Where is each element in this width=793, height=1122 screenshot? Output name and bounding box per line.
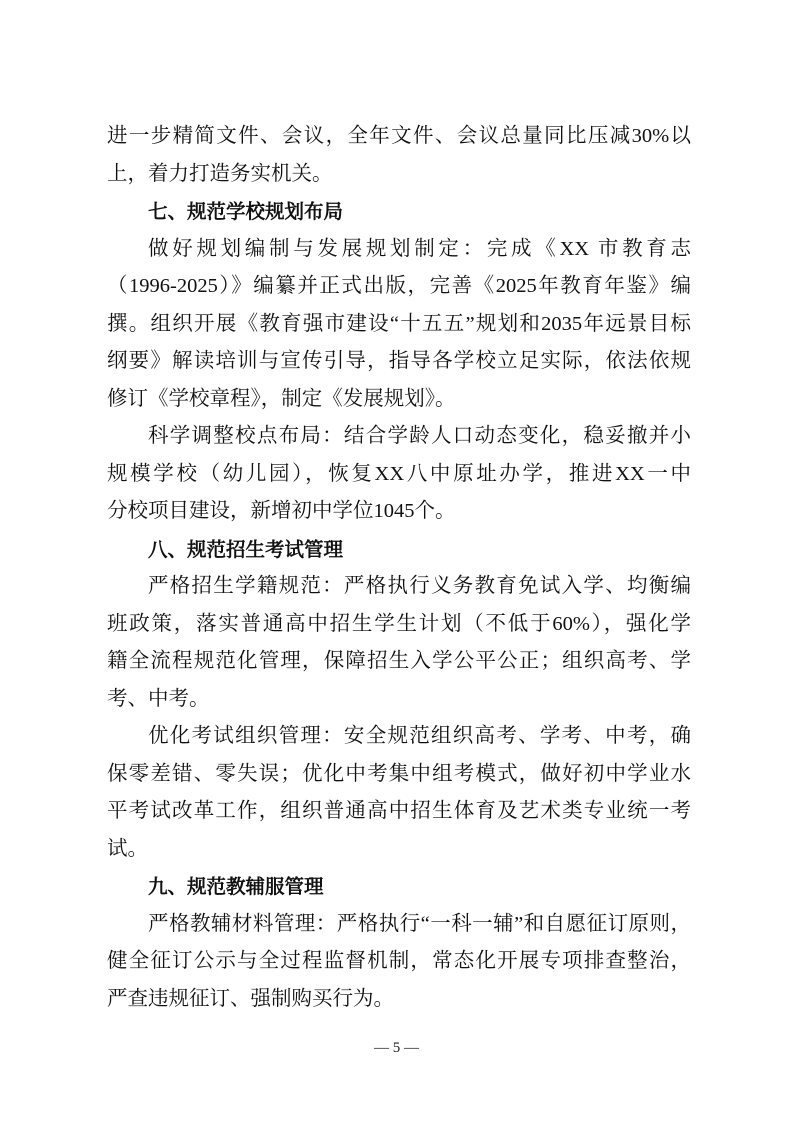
section-heading: 七、规范学校规划布局 bbox=[148, 200, 344, 223]
text-line: 进一步精简文件、会议，全年文件、会议总量同比压减30%以 bbox=[107, 125, 691, 147]
text-line: 平考试改革工作，组织普通高中招生体育及艺术类专业统一考 bbox=[107, 800, 691, 822]
text-line: 科学调整校点布局：结合学龄人口动态变化，稳妥撤并小 bbox=[148, 425, 691, 447]
text-line: 做好规划编制与发展规划制定：完成《XX 市教育志 bbox=[148, 237, 691, 260]
text-line: 规模学校（幼儿园），恢复XX八中原址办学，推进XX一中 bbox=[107, 462, 691, 485]
text-line: 纲要》解读培训与宣传引导，指导各学校立足实际，依法依规 bbox=[107, 350, 691, 372]
text-line: 分校项目建设，新增初中学位1045个。 bbox=[107, 500, 456, 522]
text-line: 修订《学校章程》，制定《发展规划》。 bbox=[107, 387, 456, 410]
text-line: 撰。组织开展《教育强市建设“十五五”规划和2035年远景目标 bbox=[107, 312, 691, 335]
text-line: 籍全流程规范化管理，保障招生入学公平公正；组织高考、学 bbox=[107, 650, 691, 672]
text-line: 上，着力打造务实机关。 bbox=[107, 162, 333, 185]
document-body bbox=[107, 118, 691, 1018]
section-heading: 八、规范招生考试管理 bbox=[148, 537, 344, 561]
text-line: 优化考试组织管理：安全规范组织高考、学考、中考，确 bbox=[148, 725, 691, 747]
section-heading: 九、规范教辅服管理 bbox=[148, 875, 324, 898]
page-number: — 5 — bbox=[374, 1040, 419, 1056]
text-line: 严格教辅材料管理：严格执行“一科一辅”和自愿征订原则， bbox=[148, 912, 691, 935]
text-line: （1996-2025）》编纂并正式出版，完善《2025年教育年鉴》编 bbox=[107, 275, 691, 297]
text-line: 健全征订公示与全过程监督机制，常态化开展专项排查整治， bbox=[107, 950, 691, 972]
text-line: 严格招生学籍规范：严格执行义务教育免试入学、均衡编 bbox=[148, 575, 691, 597]
text-line: 班政策，落实普通高中招生学生计划（不低于60%），强化学 bbox=[107, 612, 691, 635]
text-line: 严查违规征订、强制购买行为。 bbox=[107, 987, 394, 1010]
text-line: 考、中考。 bbox=[107, 687, 210, 710]
text-line: 试。 bbox=[107, 837, 148, 860]
text-line: 保零差错、零失误；优化中考集中组考模式，做好初中学业水 bbox=[107, 762, 691, 785]
